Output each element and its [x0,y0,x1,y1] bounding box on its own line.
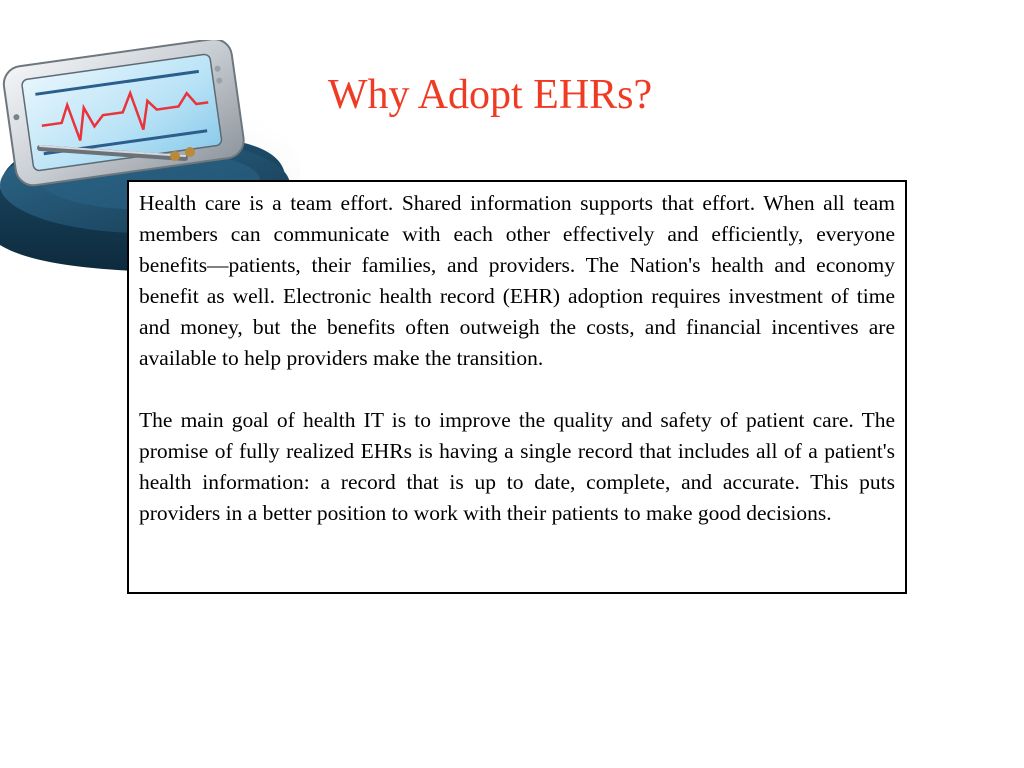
paragraph-health-it-goal: The main goal of health IT is to improve the quality and safety of patient care. The promise of fully realized EHRs is having a single record that includes all of a patient's health information: a record that is up to date, complete, and accurate. This puts providers in a better position to work with their patients to make good decisions. [139,408,895,525]
content-box [127,180,907,594]
slide-title: Why Adopt EHRs? [327,72,653,118]
paragraph-team-effort: Health care is a team effort. Shared information supports that effort. When all team members can communicate with each other effectively and efficiently, everyone benefits—patients, their families, and providers. The Nation's health and economy benefit as well. Electronic health record (EHR) adoption requires investment of time and money, but the benefits often outweigh the costs, and financial incentives are available to help providers make the transition. [139,191,895,370]
